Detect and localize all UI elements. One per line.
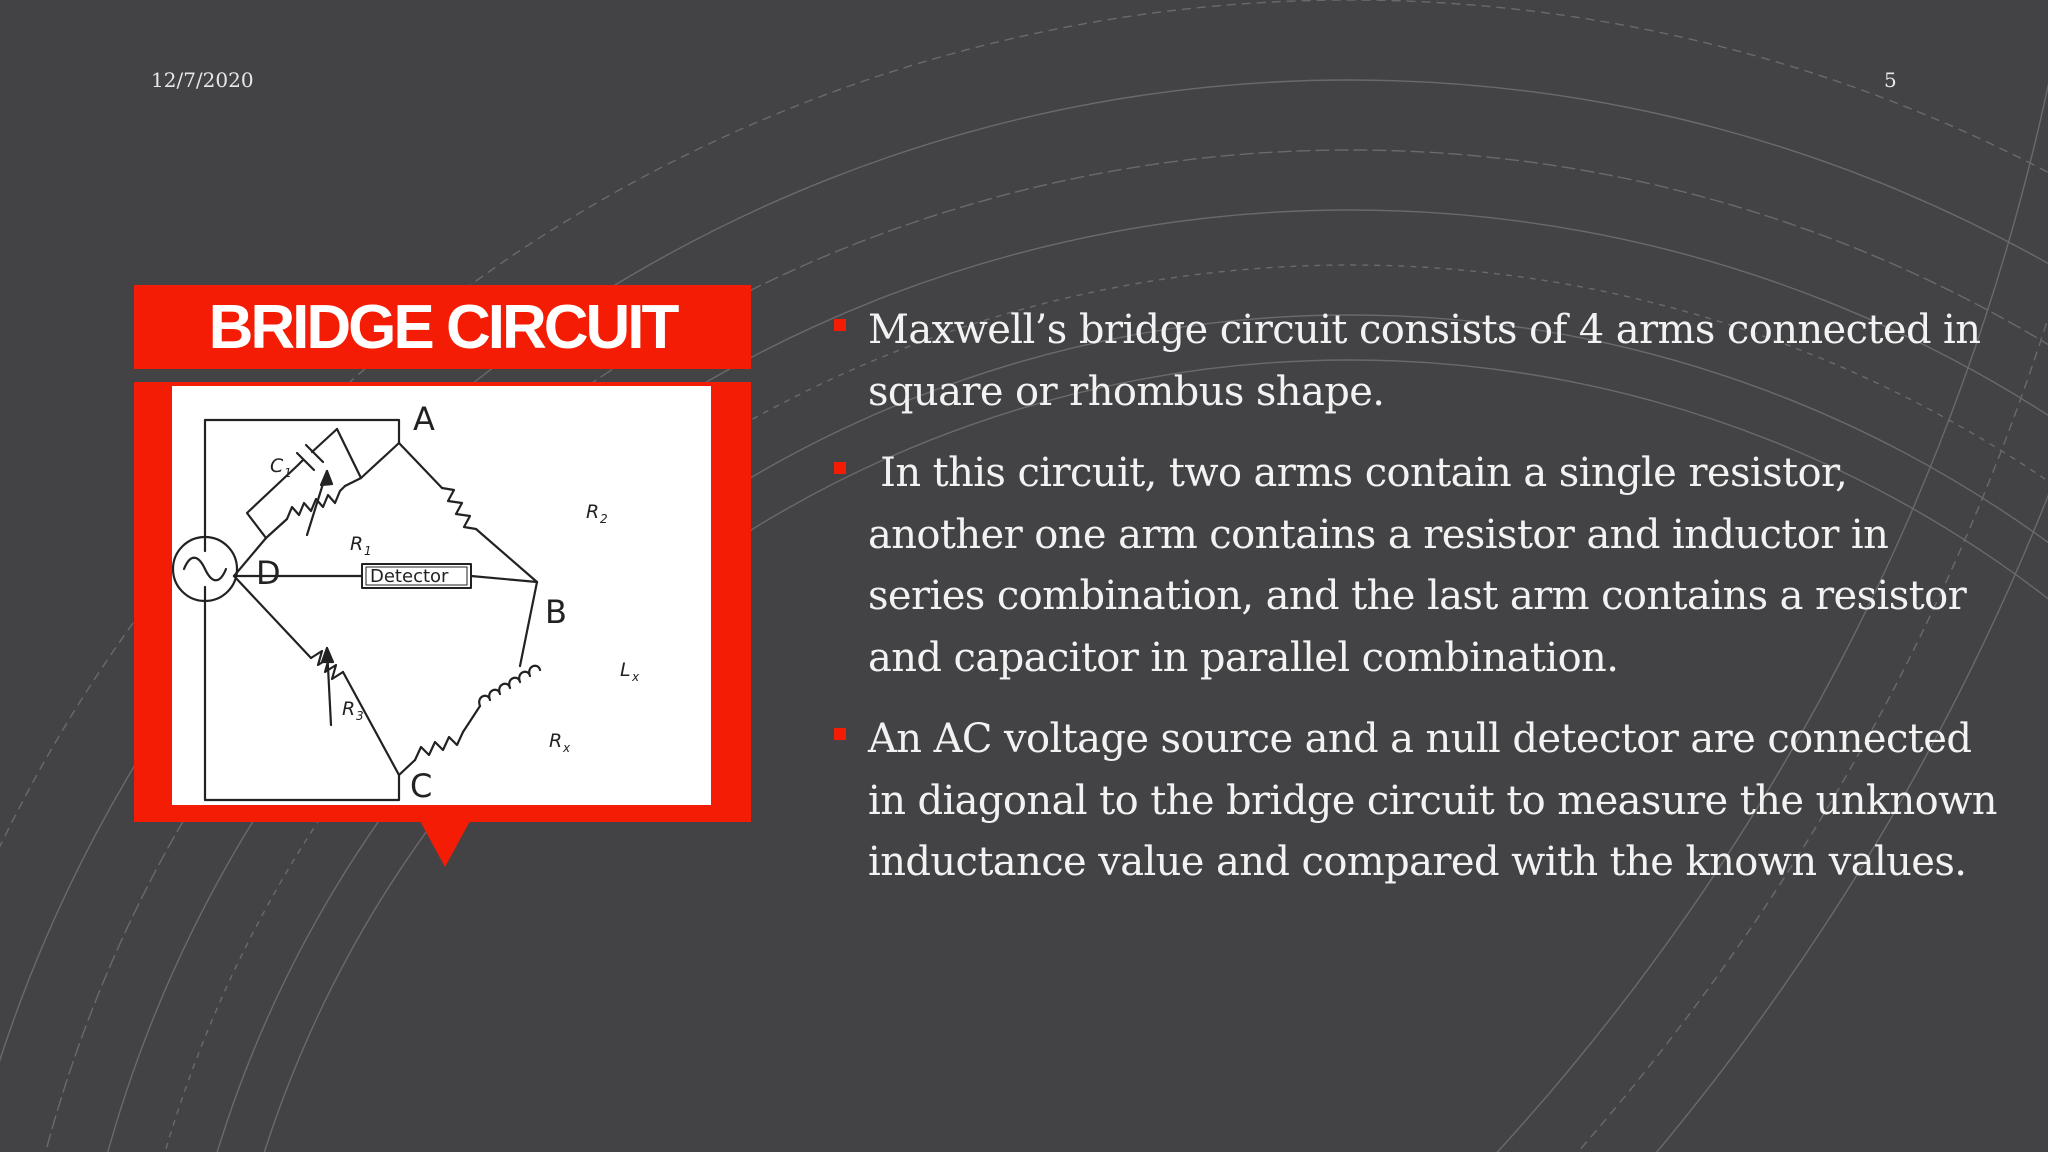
bullet-item [832, 709, 2012, 894]
circuit-diagram-image [172, 386, 711, 805]
bullet-text: Maxwell’s bridge circuit consists of 4 arms connected in square or rhombus shape. [868, 307, 1981, 415]
r1-label: R [350, 533, 364, 555]
figure-title: BRIDGE CIRCUIT [208, 292, 677, 362]
slide-date: 12/7/2020 [151, 68, 254, 92]
node-label-a: A [413, 400, 435, 438]
maxwell-bridge-diagram [172, 386, 711, 805]
node-label-b: B [545, 593, 567, 631]
square-bullet-icon [834, 462, 846, 474]
rx-subscript: x [563, 741, 571, 755]
r1-subscript: 1 [364, 544, 372, 558]
r3-subscript: 3 [356, 709, 364, 723]
r2-subscript: 2 [600, 512, 608, 526]
bullet-text: An AC voltage source and a null detector are connected in diagonal to the bridge circuit to measure the unknown inductance value and compared with the known values. [868, 716, 1997, 885]
square-bullet-icon [834, 728, 846, 740]
r2-label: R [586, 501, 600, 523]
square-bullet-icon [834, 319, 846, 331]
bullet-text: In this circuit, two arms contain a single resistor, another one arm contains a resistor and inductor in series combination, and the last arm contains a resistor and capacitor in parallel combination. [868, 450, 1979, 681]
c1-label: C [270, 455, 284, 477]
callout-pointer [420, 821, 470, 867]
r3-label: R [342, 698, 356, 720]
lx-subscript: x [632, 670, 640, 684]
bullet-item [832, 300, 2012, 423]
circuit-picture-frame [134, 382, 751, 822]
node-label-c: C [410, 767, 433, 805]
c1-subscript: 1 [284, 466, 292, 480]
bullet-list [832, 300, 2012, 914]
lx-label: L [620, 659, 631, 681]
rx-label: R [549, 730, 563, 752]
detector-label: Detector [370, 566, 449, 587]
slide-number: 5 [1884, 68, 1897, 92]
figure-title-banner [134, 285, 751, 369]
bullet-item [832, 443, 2012, 689]
node-label-d: D [256, 554, 281, 592]
